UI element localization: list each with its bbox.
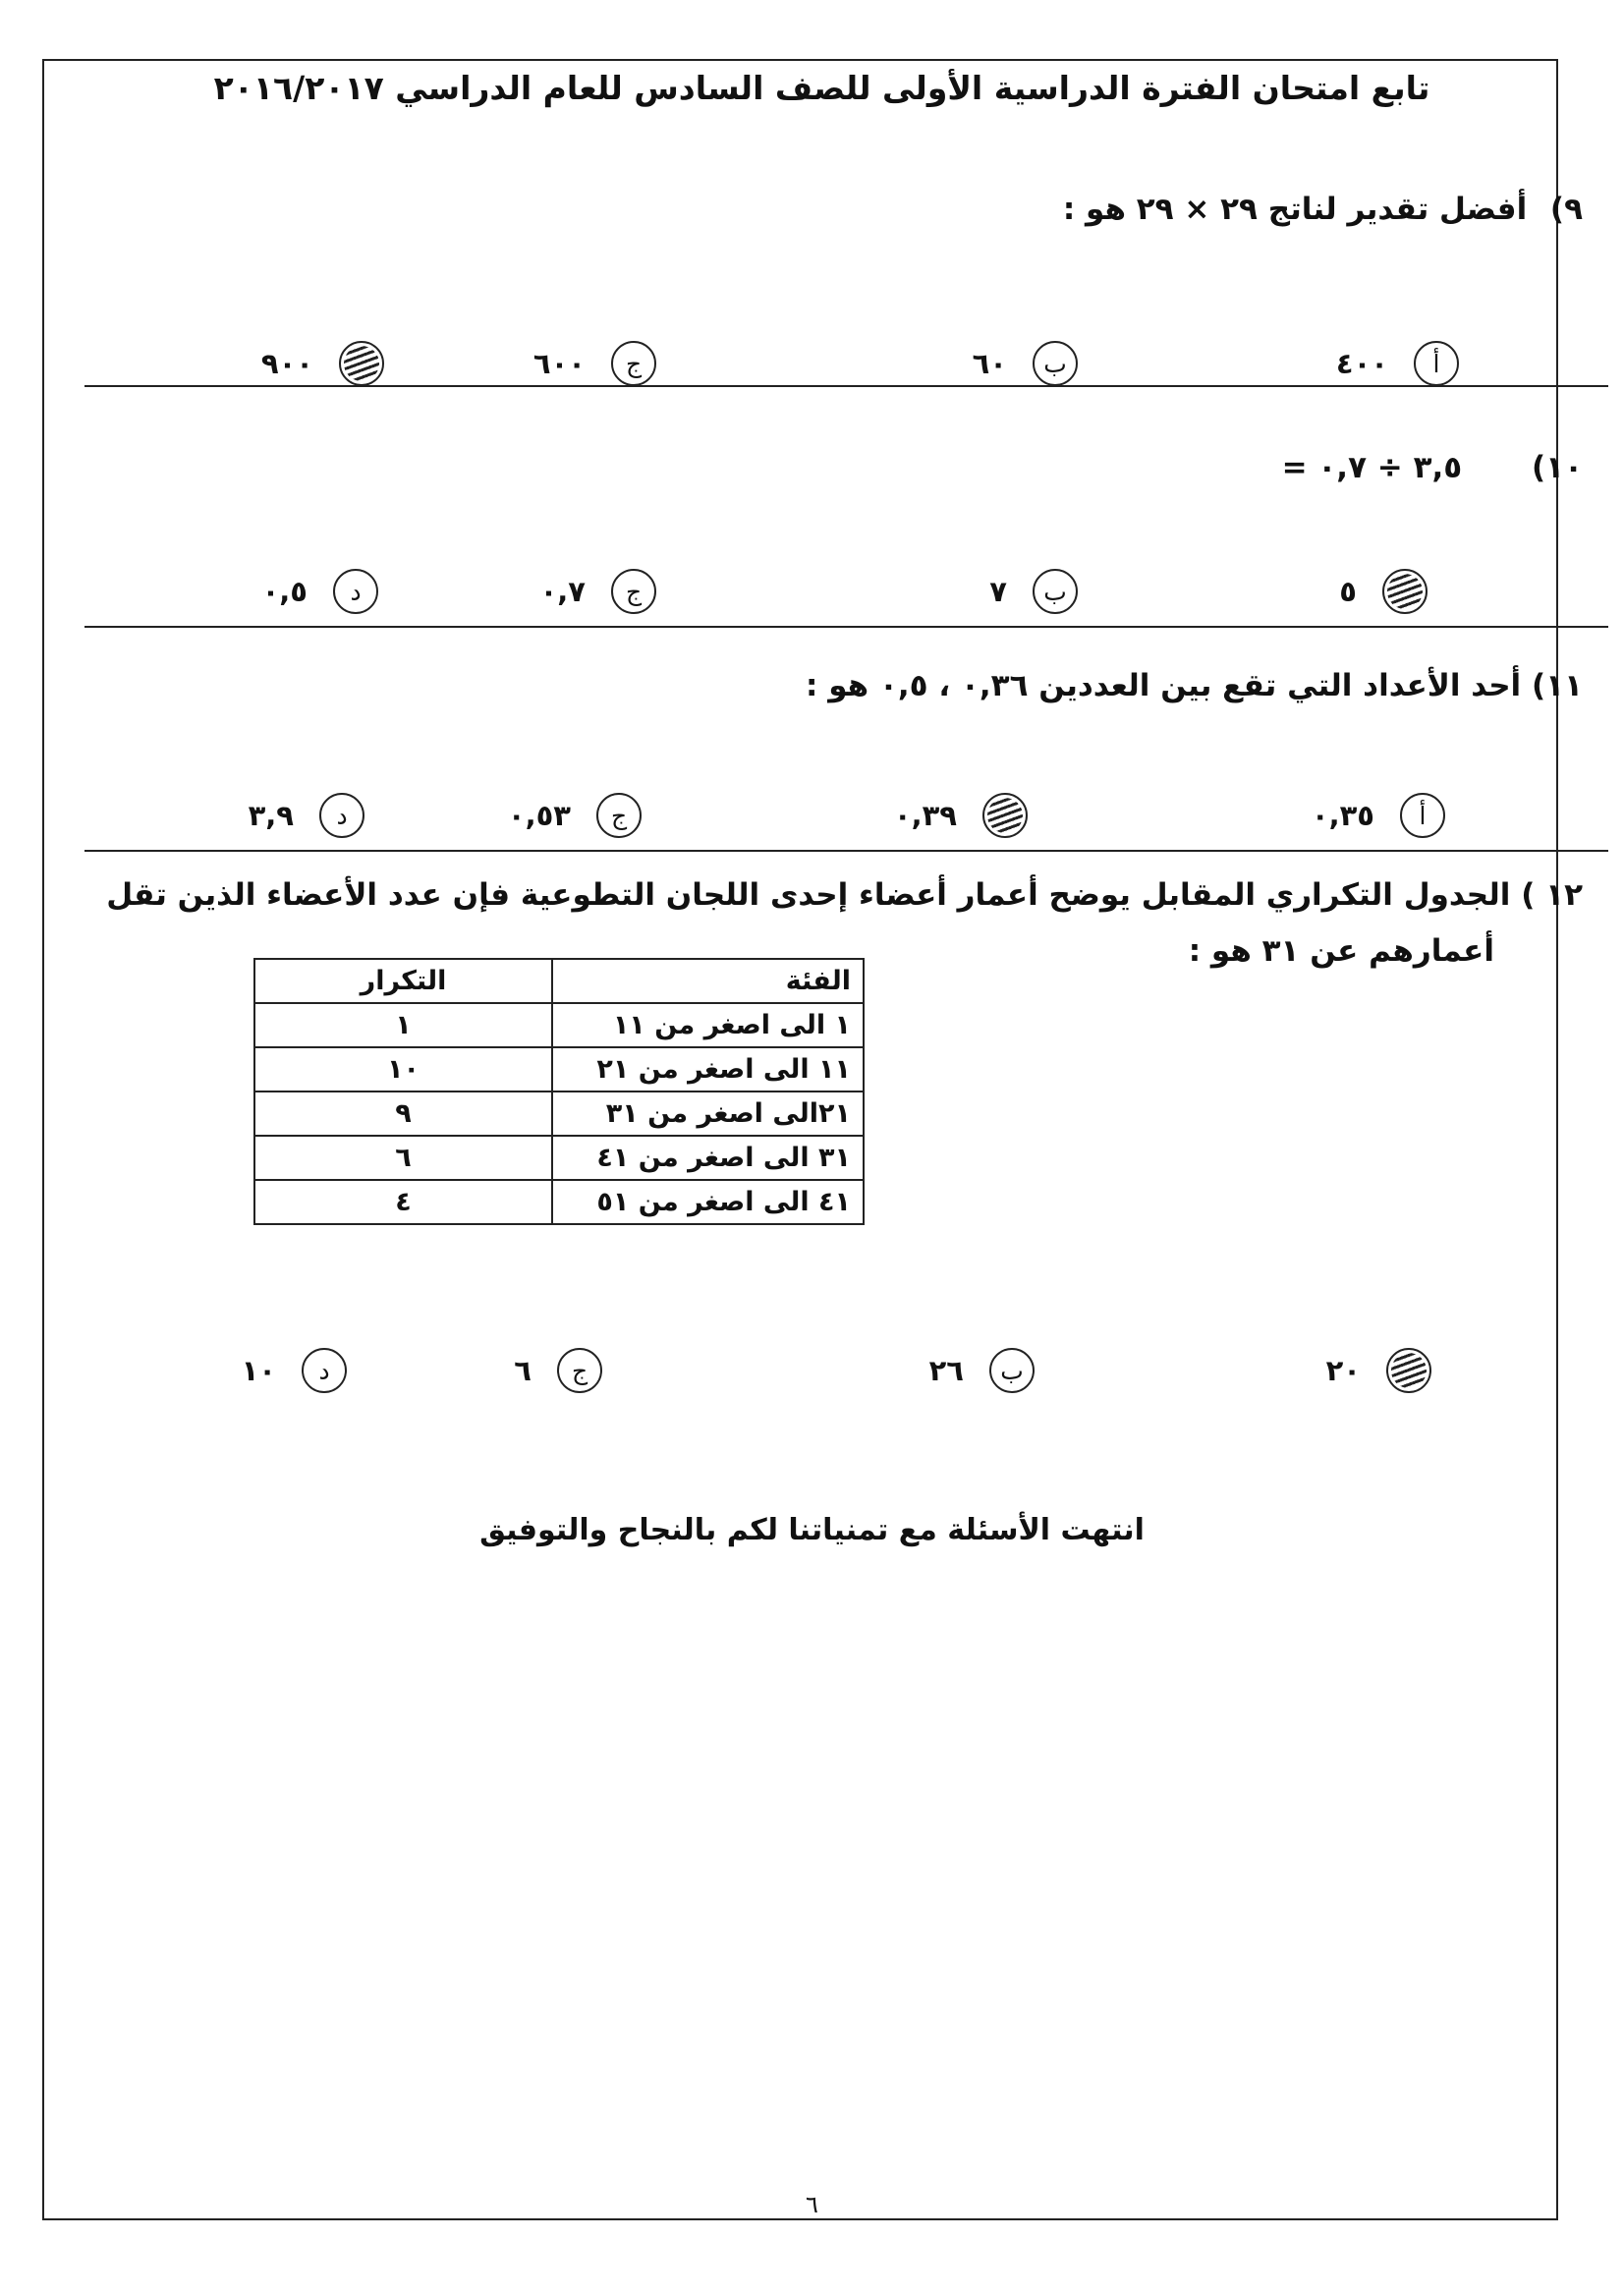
divider bbox=[84, 385, 1608, 387]
divider bbox=[84, 850, 1608, 852]
option-d[interactable] bbox=[262, 562, 378, 621]
question-text: أعمارهم عن ٣١ هو : bbox=[1188, 933, 1494, 969]
option-letter-b: ب bbox=[989, 1348, 1035, 1393]
class-cell: ١١ الى اصغر من ٢١ bbox=[552, 1047, 864, 1092]
option-value: ٦٠٠ bbox=[532, 347, 586, 380]
options-q9 bbox=[0, 334, 1624, 393]
option-c[interactable] bbox=[540, 562, 656, 621]
option-letter-a: أ bbox=[1414, 341, 1459, 386]
header-class: الفئة bbox=[552, 959, 864, 1003]
option-d[interactable] bbox=[242, 1341, 347, 1400]
page-number: ٦ bbox=[806, 2191, 818, 2218]
option-c[interactable] bbox=[514, 1341, 602, 1400]
options-q10 bbox=[0, 562, 1624, 621]
question-text: الجدول التكراري المقابل يوضح أعمار أعضاء إحدى اللجان التطوعية فإن عدد الأعضاء الذين تقل bbox=[106, 877, 1511, 913]
option-value: ٠,٣٥ bbox=[1311, 799, 1374, 832]
option-b[interactable] bbox=[973, 334, 1078, 393]
question-number: ١١) bbox=[1531, 668, 1583, 703]
option-letter-c: ج bbox=[611, 569, 656, 614]
option-b[interactable] bbox=[989, 562, 1078, 621]
option-b[interactable] bbox=[929, 1341, 1035, 1400]
class-cell: ٤١ الى اصغر من ٥١ bbox=[552, 1180, 864, 1224]
table-row bbox=[254, 1180, 864, 1224]
option-d[interactable] bbox=[249, 786, 364, 845]
option-value: ٧ bbox=[989, 575, 1007, 608]
question-11 bbox=[806, 668, 1583, 703]
option-value: ٠,٥٣ bbox=[507, 799, 571, 832]
option-letter-b-selected bbox=[982, 793, 1028, 838]
header-frequency: التكرار bbox=[254, 959, 552, 1003]
question-12-continued bbox=[1189, 933, 1494, 969]
option-value: ١٠ bbox=[241, 1354, 276, 1387]
option-letter-c: ج bbox=[557, 1348, 602, 1393]
frequency-table bbox=[253, 958, 865, 1225]
class-cell: ١ الى اصغر من ١١ bbox=[552, 1003, 864, 1047]
class-cell: ٣١ الى اصغر من ٤١ bbox=[552, 1136, 864, 1180]
option-letter-d: د bbox=[302, 1348, 347, 1393]
question-text: أفضل تقدير لناتج ٢٩ × ٢٩ هو : bbox=[1062, 192, 1528, 227]
table-row bbox=[254, 1092, 864, 1136]
question-number: ١٠) bbox=[1531, 450, 1583, 485]
frequency-cell: ٤ bbox=[254, 1180, 552, 1224]
option-value: ٢٠ bbox=[1325, 1354, 1361, 1387]
frequency-cell: ١ bbox=[254, 1003, 552, 1047]
option-letter-a: أ bbox=[1400, 793, 1445, 838]
option-c[interactable] bbox=[508, 786, 642, 845]
question-number: ٩) bbox=[1549, 192, 1583, 227]
option-value: ٦٠ bbox=[972, 347, 1007, 380]
question-text: أحد الأعداد التي تقع بين العددين ٠,٣٦ ، ٠,٥ هو : bbox=[806, 668, 1522, 703]
question-number: ١٢ ) bbox=[1521, 877, 1583, 913]
option-value: ٦ bbox=[514, 1354, 532, 1387]
option-value: ٥ bbox=[1339, 575, 1357, 608]
question-12 bbox=[106, 877, 1583, 913]
option-letter-b: ب bbox=[1033, 569, 1078, 614]
table-header-row bbox=[254, 959, 864, 1003]
option-letter-d: د bbox=[333, 569, 378, 614]
option-letter-a-selected bbox=[1382, 569, 1428, 614]
option-letter-d: د bbox=[319, 793, 364, 838]
option-d[interactable] bbox=[261, 334, 384, 393]
option-a[interactable] bbox=[1336, 334, 1459, 393]
option-value: ٤٠٠ bbox=[1335, 347, 1388, 380]
option-letter-c: ج bbox=[611, 341, 656, 386]
option-a[interactable] bbox=[1326, 1341, 1431, 1400]
options-q11 bbox=[0, 786, 1624, 845]
option-letter-c: ج bbox=[596, 793, 642, 838]
option-value: ٣,٩ bbox=[248, 799, 294, 832]
frequency-cell: ٩ bbox=[254, 1092, 552, 1136]
options-q12 bbox=[0, 1341, 1624, 1400]
option-value: ٠,٣٩ bbox=[893, 799, 957, 832]
option-b[interactable] bbox=[894, 786, 1028, 845]
option-value: ٢٦ bbox=[928, 1354, 964, 1387]
option-value: ٩٠٠ bbox=[260, 347, 313, 380]
option-a[interactable] bbox=[1312, 786, 1445, 845]
question-9 bbox=[1063, 192, 1583, 227]
table-row bbox=[254, 1136, 864, 1180]
option-letter-b: ب bbox=[1033, 341, 1078, 386]
option-letter-d-selected bbox=[339, 341, 384, 386]
question-10 bbox=[1282, 450, 1583, 485]
option-c[interactable] bbox=[533, 334, 656, 393]
question-text: ٣,٥ ÷ ٠,٧ = bbox=[1281, 450, 1463, 485]
closing-message: انتهت الأسئلة مع تمنياتنا لكم بالنجاح والتوفيق bbox=[479, 1513, 1145, 1547]
table-row bbox=[254, 1003, 864, 1047]
frequency-cell: ٦ bbox=[254, 1136, 552, 1180]
frequency-cell: ١٠ bbox=[254, 1047, 552, 1092]
table-row bbox=[254, 1047, 864, 1092]
divider bbox=[84, 626, 1608, 628]
option-a[interactable] bbox=[1339, 562, 1428, 621]
exam-title: تابع امتحان الفترة الدراسية الأولى للصف السادس للعام الدراسي ٢٠١٦/٢٠١٧ bbox=[213, 69, 1430, 107]
option-value: ٠,٥ bbox=[261, 575, 308, 608]
option-letter-a-selected bbox=[1386, 1348, 1431, 1393]
class-cell: ٢١الى اصغر من ٣١ bbox=[552, 1092, 864, 1136]
option-value: ٠,٧ bbox=[539, 575, 586, 608]
